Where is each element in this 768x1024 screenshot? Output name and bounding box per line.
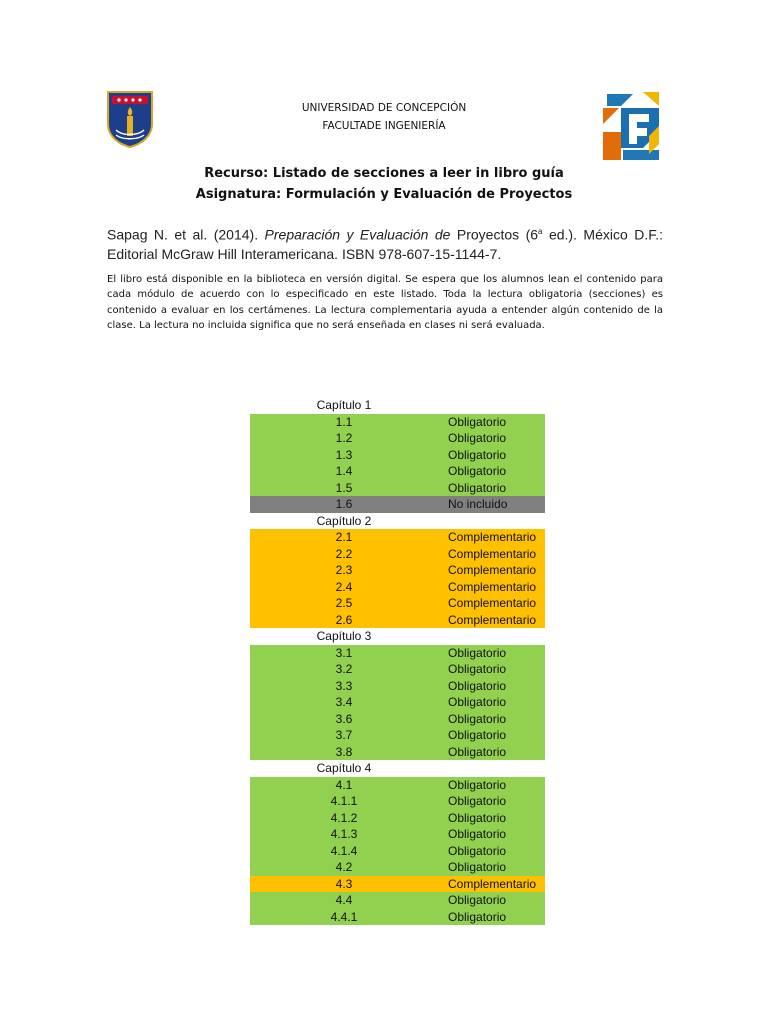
- section-status: Obligatorio: [448, 893, 507, 907]
- section-number: 4.2: [335, 860, 353, 874]
- book-reference: [107, 222, 663, 264]
- section-status: No incluido: [448, 497, 508, 511]
- university-crest-icon: [106, 90, 154, 148]
- section-number: 3.6: [335, 711, 353, 726]
- section-status: Obligatorio: [448, 744, 507, 759]
- section-number: 2.5: [335, 596, 353, 610]
- table-row: [250, 876, 545, 893]
- chapter-heading: [250, 760, 545, 777]
- section-status: Obligatorio: [448, 480, 507, 495]
- table-row: [250, 843, 545, 860]
- section-status: Complementario: [448, 563, 537, 577]
- section-number: 4.4.1: [330, 909, 358, 924]
- section-number: 1.3: [335, 447, 353, 462]
- chapter-heading: [250, 513, 545, 530]
- section-number: 3.4: [335, 695, 353, 709]
- section-number: 2.3: [335, 563, 353, 577]
- section-status: Complementario: [448, 596, 537, 610]
- section-status: Obligatorio: [448, 662, 507, 676]
- section-status: Obligatorio: [448, 695, 507, 709]
- section-status: Obligatorio: [448, 414, 507, 429]
- chapter-title: Capítulo 3: [316, 629, 372, 643]
- section-number: 4.1.1: [330, 794, 358, 808]
- table-row: [250, 496, 545, 513]
- section-number: 1.1: [335, 414, 353, 429]
- table-row: [250, 529, 545, 546]
- table-row: [250, 678, 545, 695]
- section-number: 4.1: [335, 777, 353, 792]
- section-number: 3.8: [335, 744, 353, 759]
- section-status: Obligatorio: [448, 728, 507, 742]
- table-row: [250, 810, 545, 827]
- section-number: 4.1.2: [330, 810, 358, 825]
- table-row: [250, 480, 545, 497]
- table-row: [250, 711, 545, 728]
- section-status: Complementario: [448, 530, 537, 544]
- section-status: Obligatorio: [448, 827, 507, 841]
- section-status: Obligatorio: [448, 777, 507, 792]
- section-number: 1.4: [335, 464, 353, 478]
- section-number: 4.4: [335, 893, 353, 907]
- section-status: Obligatorio: [448, 464, 507, 478]
- section-status: Obligatorio: [448, 645, 507, 660]
- table-row: [250, 892, 545, 909]
- table-row: [250, 645, 545, 662]
- table-row: [250, 447, 545, 464]
- faculty-name: FACULTADE INGENIERÍA: [322, 120, 446, 132]
- table-row: [250, 694, 545, 711]
- chapter-title: Capítulo 4: [316, 761, 372, 775]
- section-status: Obligatorio: [448, 678, 507, 693]
- section-status: Obligatorio: [448, 860, 507, 874]
- section-number: 4.1.3: [330, 827, 358, 841]
- reference-book-title: Preparación y Evaluación de: [264, 226, 451, 243]
- reference-edition-sup: a: [538, 227, 543, 236]
- reference-authors: Sapag N. et al. (2014).: [107, 226, 265, 243]
- table-row: [250, 612, 545, 629]
- table-row: [250, 562, 545, 579]
- table-row: [250, 826, 545, 843]
- resource-title: Recurso: Listado de secciones a leer in libro guía: [204, 166, 564, 181]
- section-status: Obligatorio: [448, 447, 507, 462]
- section-number: 1.5: [335, 480, 353, 495]
- section-status: Complementario: [448, 876, 537, 891]
- table-row: [250, 744, 545, 761]
- section-status: Complementario: [448, 546, 537, 561]
- section-number: 4.3: [335, 876, 353, 891]
- section-number: 1.2: [335, 431, 353, 445]
- university-name: UNIVERSIDAD DE CONCEPCIÓN: [301, 102, 467, 114]
- section-status: Complementario: [448, 612, 537, 627]
- table-row: [250, 579, 545, 596]
- section-number: 4.1.4: [330, 843, 358, 858]
- chapter-title: Capítulo 2: [316, 513, 372, 528]
- course-title: Asignatura: Formulación y Evaluación de Proyectos: [195, 187, 573, 202]
- section-number: 2.2: [335, 546, 353, 561]
- table-row: [250, 430, 545, 447]
- section-number: 2.4: [335, 579, 353, 594]
- reference-publisher: ed.). México D.F.: Editorial McGraw Hill Interamericana. ISBN 978-607-15-1144-7.: [107, 226, 663, 262]
- section-number: 3.7: [335, 728, 353, 742]
- table-row: [250, 661, 545, 678]
- sections-table: [250, 397, 545, 925]
- chapter-title: Capítulo 1: [316, 398, 372, 412]
- section-status: Complementario: [448, 579, 537, 594]
- section-number: 3.1: [335, 645, 353, 660]
- section-number: 3.3: [335, 678, 353, 693]
- instructions-paragraph: El libro está disponible en la biblioteca en versión digital. Se espera que los alumnos lean el contenido para cada módulo de acuerdo con lo especificado en este listado. Toda la lectura obligatoria (secciones) es contenido a evaluar en los certámenes. La lectura complementaria ayuda a entender algún contenido de la clase. La lectura no incluida significa que no será enseñada en clases ni será evaluada.: [107, 274, 663, 331]
- section-status: Obligatorio: [448, 810, 507, 825]
- table-row: [250, 546, 545, 563]
- section-number: 3.2: [335, 662, 353, 676]
- table-row: [250, 909, 545, 926]
- section-status: Obligatorio: [448, 909, 507, 924]
- chapter-heading: [250, 397, 545, 414]
- table-row: [250, 859, 545, 876]
- reference-title-rest: Proyectos (6: [450, 226, 539, 243]
- section-status: Obligatorio: [448, 711, 507, 726]
- table-row: [250, 793, 545, 810]
- table-row: [250, 727, 545, 744]
- section-number: 1.6: [335, 497, 353, 511]
- section-number: 2.6: [335, 612, 353, 627]
- chapter-heading: [250, 628, 545, 645]
- section-number: 2.1: [335, 530, 353, 544]
- section-status: Obligatorio: [448, 794, 507, 808]
- table-row: [250, 414, 545, 431]
- section-status: Obligatorio: [448, 431, 507, 445]
- table-row: [250, 595, 545, 612]
- table-row: [250, 777, 545, 794]
- table-row: [250, 463, 545, 480]
- section-status: Obligatorio: [448, 843, 507, 858]
